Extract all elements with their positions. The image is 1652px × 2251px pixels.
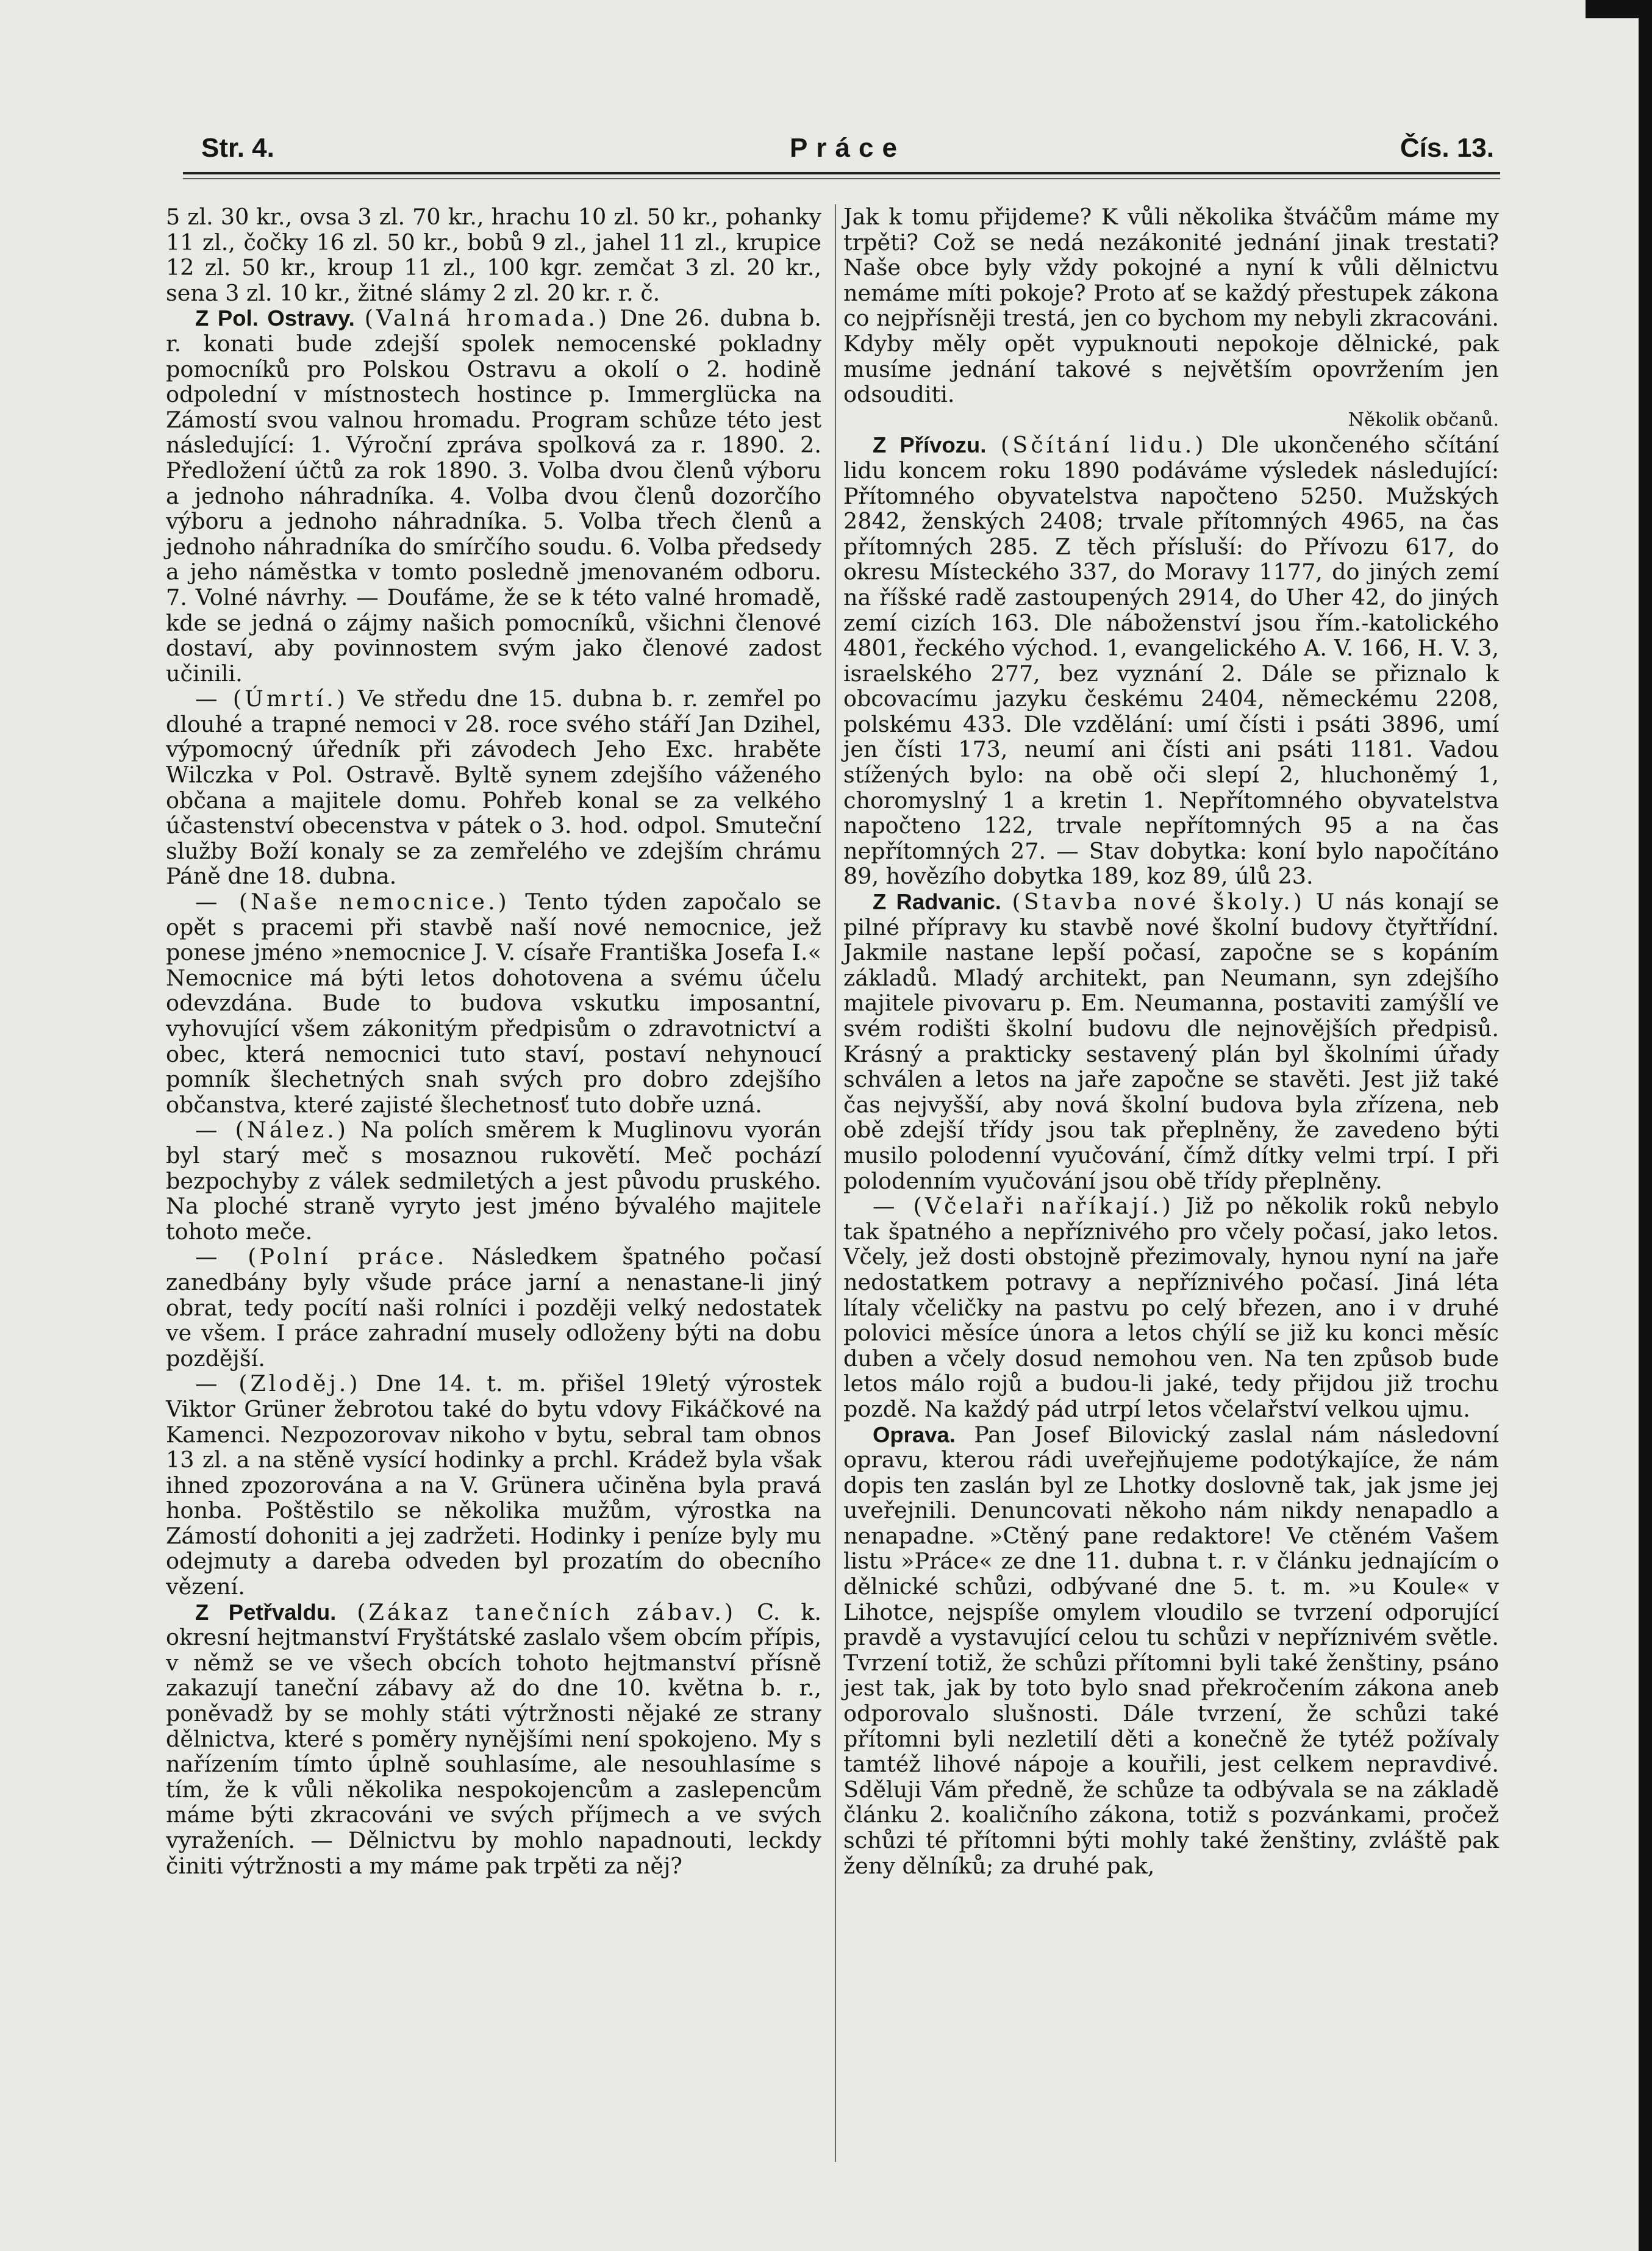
article-paragraph bbox=[843, 204, 1499, 407]
article-text: Ve středu dne 15. dubna b. r. zemřel po dlouhé a trapné nemoci v 28. roce svého stáří Jan Dzihel, výpomocný úředník při závodech Jeho Exc. hraběte Wilczka v Pol. Ostravě. Byltě synem zdejšího váženého občana a majitele domu. Pohřeb konal se za velkého účastenství obecenstva v pátek o 3. hod. odpol. Smuteční služby Boží konaly se za zemřelého ve zdejším chrámu Páně dne 18. dubna. bbox=[166, 685, 821, 890]
article-text: Dne 26. dubna b. r. konati bude zdejší spolek nemocenské pokladny pomocníků pro Polskou Ostravu a okolí o 2. hodině odpolední v místnostech hostince p. Immerglücka na Zámostí svou valnou hromadu. Program schůze této jest následující: 1. Výroční zpráva spolková za r. 1890. 2. Předložení účtů za rok 1890. 3. Volba dvou členů výboru a jednoho náhradníka. 4. Volba dvou členů dozorčího výboru a jednoho náhradníka. 5. Volba třech členů a jednoho náhradníka do smírčího soudu. 6. Volba předsedy a jeho náměstka v tomto posledně jmenovaném odboru. 7. Volné návrhy. — Doufáme, že se k této valné hromadě, kde se jedná o zájmy našich pomocníků, všichni členové dostaví, aby povinnostem svým jako členové zadost učinili. bbox=[166, 305, 822, 687]
article-paragraph bbox=[166, 1244, 821, 1371]
issue-number: Čís. 13. bbox=[1400, 133, 1494, 163]
article-text: Dle ukončeného sčítání lidu koncem roku 1890 podáváme výsledek následující: Přítomného obyvatelstva napočteno 5250. Mužských 2842, ženských 2408; trvale přítomných 4965, na čas přítomných 285. Z těch přísluší: do Přívozu 617, do okresu Místeckého 337, do Moravy 1177, do jiných zemí na říšské radě zastoupených 2914, do Uher 42, do jiných zemí cizích 163. Dle náboženství jsou řím.-katolického 4801, řeckého východ. 1, evangelického A. V. 166, H. V. 3, israelského 277, bez vyznání 2. Dále se přiznalo k obcovacímu jazyku českému 2404, německému 2208, polskému 433. Dle vzdělání: umí čísti i psáti 3896, umí jen čísti 173, neumí ani čísti ani psáti 1181. Vadou stížených bylo: na obě oči slepí 2, hluchoněmý 1, choromyslný 1 a kretin 1. Nepřítomného obyvatelstva napočteno 122, trvale nepřítomných 95 a na čas nepřítomných 27. — Stav dobytka: koní bylo napočítáno 89, hovězího dobytka 189, koz 89, úlů 23. bbox=[843, 432, 1500, 890]
article-paragraph bbox=[843, 1422, 1499, 1879]
article-text: Tento týden započalo se opět s pracemi při stavbě naší nové nemocnice, jež ponese jméno »nemocnice J. V. císaře Františka Josefa I.« Nemocnice má býti letos dohotovena a svému účelu odevzdána. Bude to budova vskutku imposantní, vyhovující všem zákonitým předpisům o zdravotnictví a obec, která nemocnici tuto staví, postaví nehynoucí pomník šlechetných snah svých pro dobro zdejšího občanstva, které zajisté šlechetnosť tuto dobře uzná. bbox=[166, 889, 821, 1118]
article-subheading: — (Nález.) bbox=[195, 1117, 349, 1143]
article-subheading: — (Polní práce. bbox=[195, 1244, 448, 1270]
article-heading: Z Radvanic. bbox=[873, 889, 1001, 915]
article-text: Pan Josef Bilovický zaslal nám následovní opravu, kterou rádi uveřejňujeme podotýkajíce, že nám dopis ten zaslán byl ze Lhotky doslovně tak, jak jsme jej uveřejnili. Denuncovati někoho nám nikdy nenapadlo a nenapadne. »Ctěný pane redaktore! Ve ctěném Vašem listu »Práce« ze dne 11. dubna t. r. v článku jednajícím o dělnické schůzi, odbývané dne 5. t. m. »u Koule« v Lihotce, nejspíše omylem vloudilo se tvrzení odporující pravdě a vystavující celou tu schůzi v nepříznivém světle. Tvrzení totiž, že schůzi přítomni byli také ženštiny, psáno jest tak, jak by toto bylo snad překročením zákona aneb odporovalo slušnosti. Dále tvrzení, že schůzi také přítomni byli nezletilí děti a konečně že tytéž požívaly tamtéž lihové nápoje a kouřili, jest celkem nepravdivé. Sděluji Vám předně, že schůze ta odbývala se na základě článku 2. koaličního zákona, totiž s pozvánkami, pročež schůzi té přítomni býti mohly také ženštiny, zvláště pak ženy dělníků; za druhé pak, bbox=[843, 1421, 1499, 1879]
scan-border-top bbox=[1586, 0, 1652, 18]
article-text: Jak k tomu přijdeme? K vůli několika štváčům máme my trpěti? Což se nedá nezákonité jednání jinak trestati? Naše obce byly vždy pokojné a nyní k vůli dělnictvu nemáme míti pokoje? Proto ať se každý přestupek zákona co nejpřísněji trestá, jen co bychom my nebyli zkracováni. Kdyby měly opět vypuknouti nepokoje dělnické, pak musíme jednání takové s největším opovržením jen odsouditi. bbox=[843, 204, 1499, 408]
signature: Několik občanů. bbox=[1348, 409, 1499, 431]
article-paragraph bbox=[166, 306, 821, 686]
article-subheading: — (Naše nemocnice.) bbox=[195, 889, 510, 915]
article-paragraph bbox=[843, 889, 1499, 1193]
right-column bbox=[843, 204, 1499, 1878]
article-paragraph bbox=[166, 686, 821, 889]
article-paragraph bbox=[166, 1600, 821, 1879]
page-header bbox=[201, 133, 1494, 170]
article-heading: Z Pol. Ostravy. bbox=[195, 306, 355, 331]
column-divider bbox=[835, 204, 836, 2162]
article-text: Následkem špatného počasí zanedbány byly všude práce jarní a nenastane-li jiný obrat, tedy pocítí naši rolníci i později velký nedostatek ve všem. I práce zahradní musely odloženy býti na dobu pozdější. bbox=[166, 1244, 821, 1372]
page-number: Str. 4. bbox=[201, 133, 274, 163]
article-paragraph bbox=[843, 432, 1499, 889]
article-heading: Oprava. bbox=[873, 1422, 956, 1447]
article-subheading: (Valná hromada.) bbox=[364, 305, 610, 332]
article-heading: Z Přívozu. bbox=[873, 432, 987, 458]
article-paragraph bbox=[166, 1371, 821, 1599]
article-paragraph bbox=[166, 889, 821, 1117]
article-paragraph bbox=[843, 1193, 1499, 1422]
article-subheading: — (Zloděj.) bbox=[195, 1370, 361, 1397]
article-text: Dne 14. t. m. přišel 19letý výrostek Viktor Grüner žebrotou také do bytu vdovy Fikáčkové na Kamenci. Nezpozorovav nikoho v bytu, sebral tam obnos 13 zl. a na stěně vysící hodinky a prchl. Krádež byla však ihned zpozorována a na V. Grünera učiněna byla pravá honba. Poštěstilo se několika mužům, výrostka na Zámostí dohoniti a jej zadržeti. Hodinky i peníze byly mu odejmuty a dareba odveden byl prozatím do obecního vězení. bbox=[166, 1370, 822, 1600]
article-paragraph bbox=[166, 1117, 821, 1244]
scan-border-right bbox=[1639, 0, 1652, 2251]
article-subheading: (Stavba nové školy.) bbox=[1012, 889, 1306, 915]
article-subheading: — (Včelaři naříkají.) bbox=[873, 1193, 1174, 1220]
article-paragraph bbox=[166, 204, 821, 306]
article-heading: Z Petřvaldu. bbox=[195, 1599, 337, 1625]
article-text: U nás konají se pilné přípravy ku stavbě nové školní budovy čtyřtřídní. Jakmile nastane lepší počasí, započne se s kopáním základů. Mladý architekt, pan Neumann, syn zdejšího majitele pivovaru p. Em. Neumanna, postaviti zamýšlí ve svém rodišti školní budovu dle nejnovějších předpisů. Krásný a prakticky sestavený plán byl školními úřady schválen a letos na jaře započne se stavěti. Jest již také čas nejvyšší, aby nová školní budova byla zřízena, neb obě zdejší třídy jsou tak přeplněny, že zavedeno býti musilo polodenní vyučování, čímž dítky velmi trpí. I při polodenním vyučování jsou obě třídy přeplněny. bbox=[843, 889, 1499, 1194]
newspaper-title: Práce bbox=[790, 133, 906, 163]
article-subheading: (Zákaz tanečních zábav.) bbox=[357, 1598, 737, 1625]
left-column bbox=[166, 204, 821, 1878]
article-text: Na polích směrem k Muglinovu vyorán byl starý meč s mosaznou rukovětí. Meč pochází bezpochyby z válek sedmiletých a jest původu pruského. Na ploché straně vyryto jest jméno bývalého majitele tohoto meče. bbox=[166, 1117, 822, 1245]
article-text: C. k. okresní hejtmanství Fryštátské zaslalo všem obcím přípis, v němž se ve všech obcích tohoto hejtmanství přísně zakazují taneční zábavy až do dne 10. května b. r., poněvadž by se mohly státi výtržnosti nějaké ze strany dělnictva, které s poměry nynějšími není spokojeno. My s nařízením tímto úplně souhlasíme, ale nesouhlasíme s tím, že k vůli několika nespokojencům a zaslepencům máme býti zkracováni ve svých příjmech a ve svých vyraženích. — Dělnictvu by mohlo napadnouti, leckdy činiti výtržnosti a my máme pak trpěti za něj? bbox=[166, 1598, 821, 1879]
article-text: Již po několik roků nebylo tak špatného a nepříznivého pro včely počasí, jako letos. Včely, jež dosti obstojně přezimovaly, hynou nyní na jaře nedostatkem potravy a nepříznivého počasí. Jiná léta lítaly včeličky na pastvu po celý březen, ano i v druhé polovici měsíce února a letos chýlí se již ku konci měsíc duben a včely dosud nemohou ven. Na ten způsob bude letos málo rojů a budou-li jaké, tedy přijdou již trochu pozdě. Na každý pád utrpí letos včelařství velkou ujmu. bbox=[843, 1193, 1499, 1422]
header-rule bbox=[183, 172, 1500, 174]
header-rule-thin bbox=[183, 178, 1500, 179]
article-subheading: (Sčítání lidu.) bbox=[1000, 432, 1207, 459]
article-subheading: — (Úmrtí.) bbox=[195, 685, 349, 712]
article-text: 5 zl. 30 kr., ovsa 3 zl. 70 kr., hrachu 10 zl. 50 kr., pohanky 11 zl., čočky 16 zl. 50 kr., bobů 9 zl., jahel 11 zl., krupice 12 zl. 50 kr., kroup 11 zl., 100 kgr. zemčat 3 zl. 20 kr., sena 3 zl. 10 kr., žitné slámy 2 zl. 20 kr. r. č. bbox=[166, 204, 821, 306]
